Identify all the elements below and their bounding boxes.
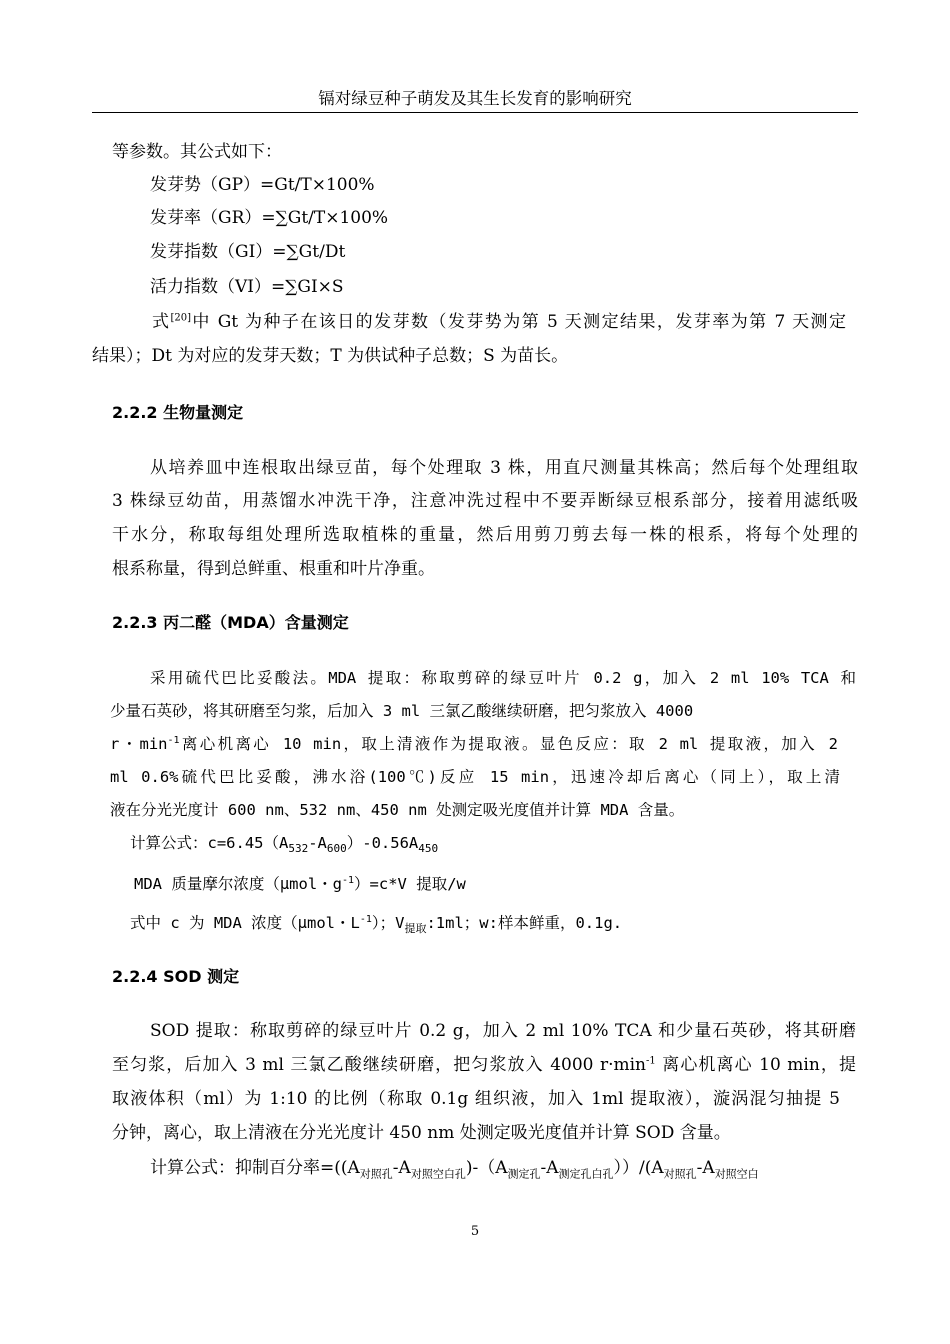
section-223-line2: 少量石英砂，将其研磨至匀浆，后加入 3 ml 三氯乙酸继续研磨，把匀浆放入 4000 [110,702,694,720]
section-222-line4: 根系称量，得到总鲜重、根重和叶片净重。 [112,559,435,579]
intro-text: 等参数。其公式如下： [112,142,282,162]
section-223-line1: 采用硫代巴比妥酸法。MDA 提取：称取剪碎的绿豆叶片 0.2 g，加入 2 ml 10% TCA 和 [150,669,856,687]
mda-concentration-formula: MDA 质量摩尔浓度（μmol・$g^{-1})=c*V$ 提取/w [134,874,466,893]
section-223-line4: ml 0.6%硫代巴比妥酸，沸水浴(100℃)反应 15 min，迅速冷却后离心（同上），取上清 [110,768,840,786]
section-224-line4: 分钟，离心，取上清液在分光光度计 450 nm 处测定吸光度值并计算 SOD 含量。 [112,1123,731,1143]
sod-calc-formula: 计算公式：抑制百分率$=((A_{对照孔}-A_{对照空白孔})-(A_{测定孔}-A_{测定孔白孔}))/(A_{对照孔}-A_{对照空白}$ [150,1158,759,1181]
section-heading-2-2-2: 2.2.2 生物量测定 [112,403,244,422]
section-heading-2-2-4: 2.2.4 SOD 测定 [112,967,240,986]
section-223-line3: r・$\min^{-1}$离心机离心 10 min，取上清液作为提取液。显色反应：取 2 ml 提取液，加入 2 [110,734,839,753]
formula-gp: 发芽势（GP）=Gt/T×100% [150,175,375,195]
formula-note-line2: 结果）；Dt 为对应的发芽天数；T 为供试种子总数；S 为苗长。 [92,346,569,366]
citation-ref: [20] [170,312,191,324]
section-222-line2: 3 株绿豆幼苗，用蒸馏水冲洗干净，注意冲洗过程中不要弄断绿豆根系部分，接着用滤纸吸 [112,491,858,511]
page-number: 5 [470,1224,480,1239]
section-224-line2: 至匀浆，后加入 3 ml 三氯乙酸继续研磨，把匀浆放入 4000 $r\cdot\min^{-1}$ 离心机离心 10 min，提 [112,1055,856,1075]
formula-note-line1: 式[20]中 Gt 为种子在该日的发芽数（发芽势为第 5 天测定结果，发芽率为第 7 天测定 [152,312,847,332]
section-222-line1: 从培养皿中连根取出绿豆苗，每个处理取 3 株，用直尺测量其株高；然后每个处理组取 [150,458,858,478]
section-heading-2-2-3: 2.2.3 丙二醛（MDA）含量测定 [112,613,349,632]
mda-where-clause: 式中 c 为 MDA 浓度（μmol・$L^{-1}$）；$V_{提取}:1ml$；w:样本鲜重，0.1g. [130,913,623,936]
section-222-line3: 干水分，称取每组处理所选取植株的重量，然后用剪刀剪去每一株的根系，将每个处理的 [112,525,858,545]
formula-gi: 发芽指数（GI）=∑Gt/Dt [150,242,346,262]
section-224-line3: 取液体积（ml）为 1:10 的比例（称取 0.1g 组织液，加入 1ml 提取液），漩涡混匀抽提 5 [112,1089,840,1109]
formula-vi: 活力指数（VI）=∑GI×S [150,277,344,297]
header-rule [92,112,858,113]
mda-calc-formula: 计算公式：$c=6.45(A_{532}-A_{600})-0.56A_{450}$ [130,834,439,856]
section-224-line1: SOD 提取：称取剪碎的绿豆叶片 0.2 g，加入 2 ml 10% TCA 和少量石英砂，将其研磨 [150,1021,856,1041]
formula-gr: 发芽率（GR）=∑Gt/T×100% [150,208,389,228]
running-header: 镉对绿豆种子萌发及其生长发育的影响研究 [318,89,632,108]
section-223-line5: 液在分光光度计 600 nm、532 nm、450 nm 处测定吸光度值并计算 MDA 含量。 [110,801,685,819]
